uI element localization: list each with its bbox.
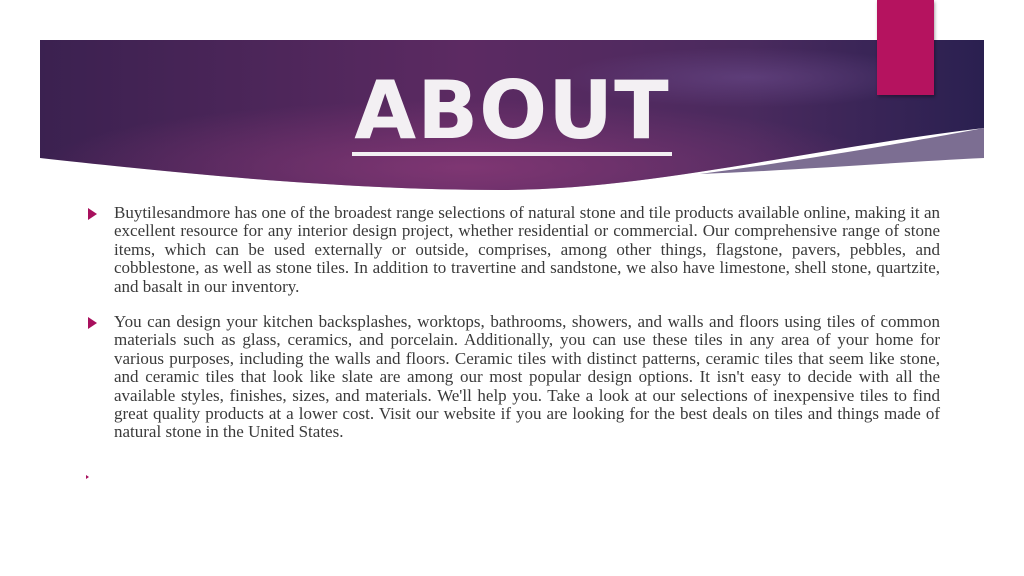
empty-bullet-icon bbox=[86, 475, 89, 479]
bullet-text: Buytilesandmore has one of the broadest range selections of natural stone and tile products available online, making it an excellent resource for any interior design project, whether residential or commercial. Our comprehensive range of stone items, which can be used externally or outside, comprises, among other things, flagstone, pavers, pebbles, and cobblestone, as well as stone tiles. In addition to travertine and sandstone, we also have limestone, shell stone, quartzite, and basalt in our inventory. bbox=[114, 203, 940, 296]
title-text: ABOUT bbox=[354, 64, 670, 157]
page-title bbox=[0, 66, 1024, 156]
bullet-arrow-icon bbox=[88, 208, 97, 220]
bullet-item bbox=[88, 204, 940, 296]
bullet-list bbox=[88, 204, 940, 459]
bullet-arrow-icon bbox=[88, 317, 97, 329]
bullet-text: You can design your kitchen backsplashes, worktops, bathrooms, showers, and walls and floors using tiles of common materials such as glass, ceramics, and porcelain. Additionally, you can use these tiles in any area of your home for various purposes, including the walls and floors. Ceramic tiles with distinct patterns, ceramic tiles that seem like stone, and ceramic tiles that look like slate are among our most popular design options. It isn't easy to decide with all the available styles, finishes, sizes, and materials. We'll help you. Take a look at our selections of inexpensive tiles to find great quality products at a lower cost. Visit our website if you are looking for the best deals on tiles and things made of natural stone in the United States. bbox=[114, 312, 940, 442]
bullet-item bbox=[88, 313, 940, 442]
